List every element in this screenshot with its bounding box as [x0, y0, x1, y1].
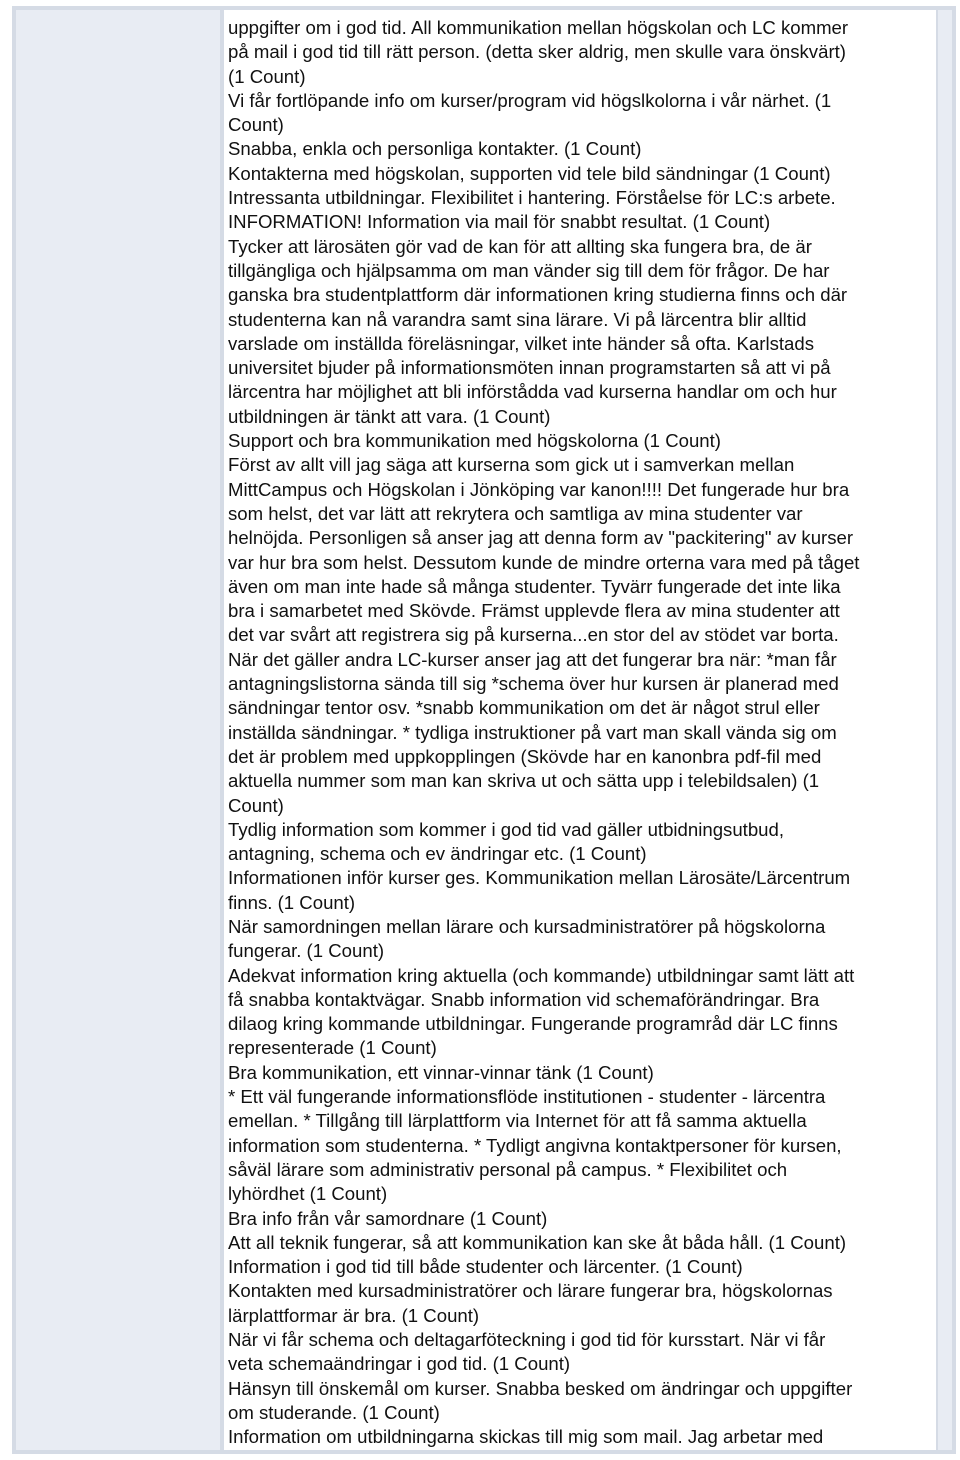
response-line: tillgängliga och hjälpsamma om man vänder sig till dem för frågor. De har: [228, 259, 830, 281]
response-line: fungerar. (1 Count): [228, 940, 385, 962]
response-line: varslade om inställda föreläsningar, vilket inte händer så ofta. Karlstads: [228, 332, 815, 354]
response-line: Först av allt vill jag säga att kurserna som gick ut i samverkan mellan: [228, 454, 795, 476]
response-line: bra i samarbetet med Skövde. Främst upplevde flera av mina studenter att: [228, 600, 840, 622]
response-line: inställda sändningar. * tydliga instruktioner på vart man skall vända sig om: [228, 721, 837, 743]
response-line: Tydlig information som kommer i god tid vad gäller utbidningsutbud,: [228, 818, 785, 840]
response-line: sändningar tentor osv. *snabb kommunikation om det är något strul eller: [228, 697, 820, 719]
response-line: det är problem med uppkopplingen (Skövde har en kanonbra pdf-fil med: [228, 745, 822, 767]
response-line: Information i god tid till både studenter och lärcenter. (1 Count): [228, 1256, 743, 1278]
response-line: Intressanta utbildningar. Flexibilitet i hantering. Förståelse för LC:s arbete.: [228, 187, 836, 209]
table-content-cell: [224, 10, 936, 1450]
survey-responses-text: [224, 10, 936, 1450]
response-line: * Ett väl fungerande informationsflöde institutionen - studenter - lärcentra: [228, 1086, 826, 1108]
response-line: som helst, det var lätt att rekrytera och samtliga av mina studenter var: [228, 502, 803, 524]
response-line: lyhördhet (1 Count): [228, 1183, 388, 1205]
response-line: uppgifter om i god tid. All kommunikation mellan högskolan och LC kommer: [228, 17, 849, 38]
response-line: Adekvat information kring aktuella (och kommande) utbildningar samt lätt att: [228, 964, 855, 986]
response-line: antagning, schema och ev ändringar etc. (1 Count): [228, 843, 647, 865]
response-line: Information om utbildningarna skickas till mig som mail. Jag arbetar med: [228, 1426, 824, 1448]
response-line: antagningslistorna sända till sig *schema över hur kursen är planerad med: [228, 673, 839, 695]
response-line: Count): [228, 794, 284, 816]
response-line: emellan. * Tillgång till lärplattform via Internet för att få samma aktuella: [228, 1110, 807, 1132]
response-line: det var svårt att registrera sig på kurserna...en stor del av stödet var borta.: [228, 624, 839, 646]
response-line: information som studenterna. * Tydligt angivna kontaktpersoner för kursen,: [228, 1134, 842, 1156]
response-line: Tycker att lärosäten gör vad de kan för att allting ska fungera bra, de är: [228, 235, 812, 257]
response-line: universitet bjuder på informationsmöten innan programstarten så att vi på: [228, 357, 831, 379]
response-line: När samordningen mellan lärare och kursadministratörer på högskolorna: [228, 915, 826, 937]
response-line: lärcentra har möjlighet att bli införstådda vad kurserna handlar om och hur: [228, 381, 837, 403]
response-line: även om man inte hade så många studenter. Tyvärr fungerade det inte lika: [228, 575, 841, 597]
response-line: Bra kommunikation, ett vinnar-vinnar tänk (1 Count): [228, 1061, 654, 1083]
response-line: Vi får fortlöpande info om kurser/program vid högslkolorna i vår närhet. (1: [228, 89, 832, 111]
response-line: När vi får schema och deltagarföteckning i god tid för kursstart. När vi får: [228, 1329, 826, 1351]
response-line: representerade (1 Count): [228, 1037, 437, 1059]
response-line: aktuella nummer som man kan skriva ut och sätta upp i telebildsalen) (1: [228, 770, 820, 792]
response-line: utbildningen är tänkt att vara. (1 Count): [228, 405, 551, 427]
table-left-cell: [16, 10, 220, 1450]
response-line: ganska bra studentplattform där informationen kring studierna finns och där: [228, 284, 848, 306]
response-line: om studerande. (1 Count): [228, 1401, 440, 1423]
response-line: helnöjda. Personligen så anser jag att denna form av "packitering" av kurser: [228, 527, 854, 549]
response-line: var hur bra som helst. Dessutom kunde de mindre orterna vara med på tåget: [228, 551, 860, 573]
response-line: Informationen inför kurser ges. Kommunikation mellan Lärosäte/Lärcentrum: [228, 867, 851, 889]
response-line: Count): [228, 114, 284, 136]
response-line: Snabba, enkla och personliga kontakter. (1 Count): [228, 138, 642, 160]
response-line: få snabba kontaktvägar. Snabb information vid schemaförändringar. Bra: [228, 988, 820, 1010]
response-line: Bra info från vår samordnare (1 Count): [228, 1207, 548, 1229]
response-line: Att all teknik fungerar, så att kommunikation kan ske åt båda håll. (1 Count): [228, 1231, 847, 1253]
response-line: lärplattformar är bra. (1 Count): [228, 1304, 480, 1326]
response-line: studenterna kan nå varandra samt sina lärare. Vi på lärcentra blir alltid: [228, 308, 807, 330]
response-line: finns. (1 Count): [228, 891, 356, 913]
response-line: MittCampus och Högskolan i Jönköping var kanon!!!! Det fungerade hur bra: [228, 478, 850, 500]
response-line: såväl lärare som administrativ personal på campus. * Flexibilitet och: [228, 1158, 788, 1180]
table-right-cell: [938, 10, 952, 1450]
response-line: INFORMATION! Information via mail för snabbt resultat. (1 Count): [228, 211, 771, 233]
response-line: Kontakterna med högskolan, supporten vid tele bild sändningar (1 Count): [228, 162, 831, 184]
response-line: dilaog kring kommande utbildningar. Fungerande programråd där LC finns: [228, 1013, 838, 1035]
response-line: Hänsyn till önskemål om kurser. Snabba besked om ändringar och uppgifter: [228, 1377, 853, 1399]
response-line: på mail i god tid till rätt person. (detta sker aldrig, men skulle vara önskvärt): [228, 41, 846, 63]
response-line: Kontakten med kursadministratörer och lärare fungerar bra, högskolornas: [228, 1280, 833, 1302]
response-line: veta schemaändringar i god tid. (1 Count): [228, 1353, 571, 1375]
response-line: Support och bra kommunikation med högskolorna (1 Count): [228, 430, 721, 452]
response-line: När det gäller andra LC-kurser anser jag att det fungerar bra när: *man får: [228, 648, 837, 670]
response-line: (1 Count): [228, 65, 306, 87]
